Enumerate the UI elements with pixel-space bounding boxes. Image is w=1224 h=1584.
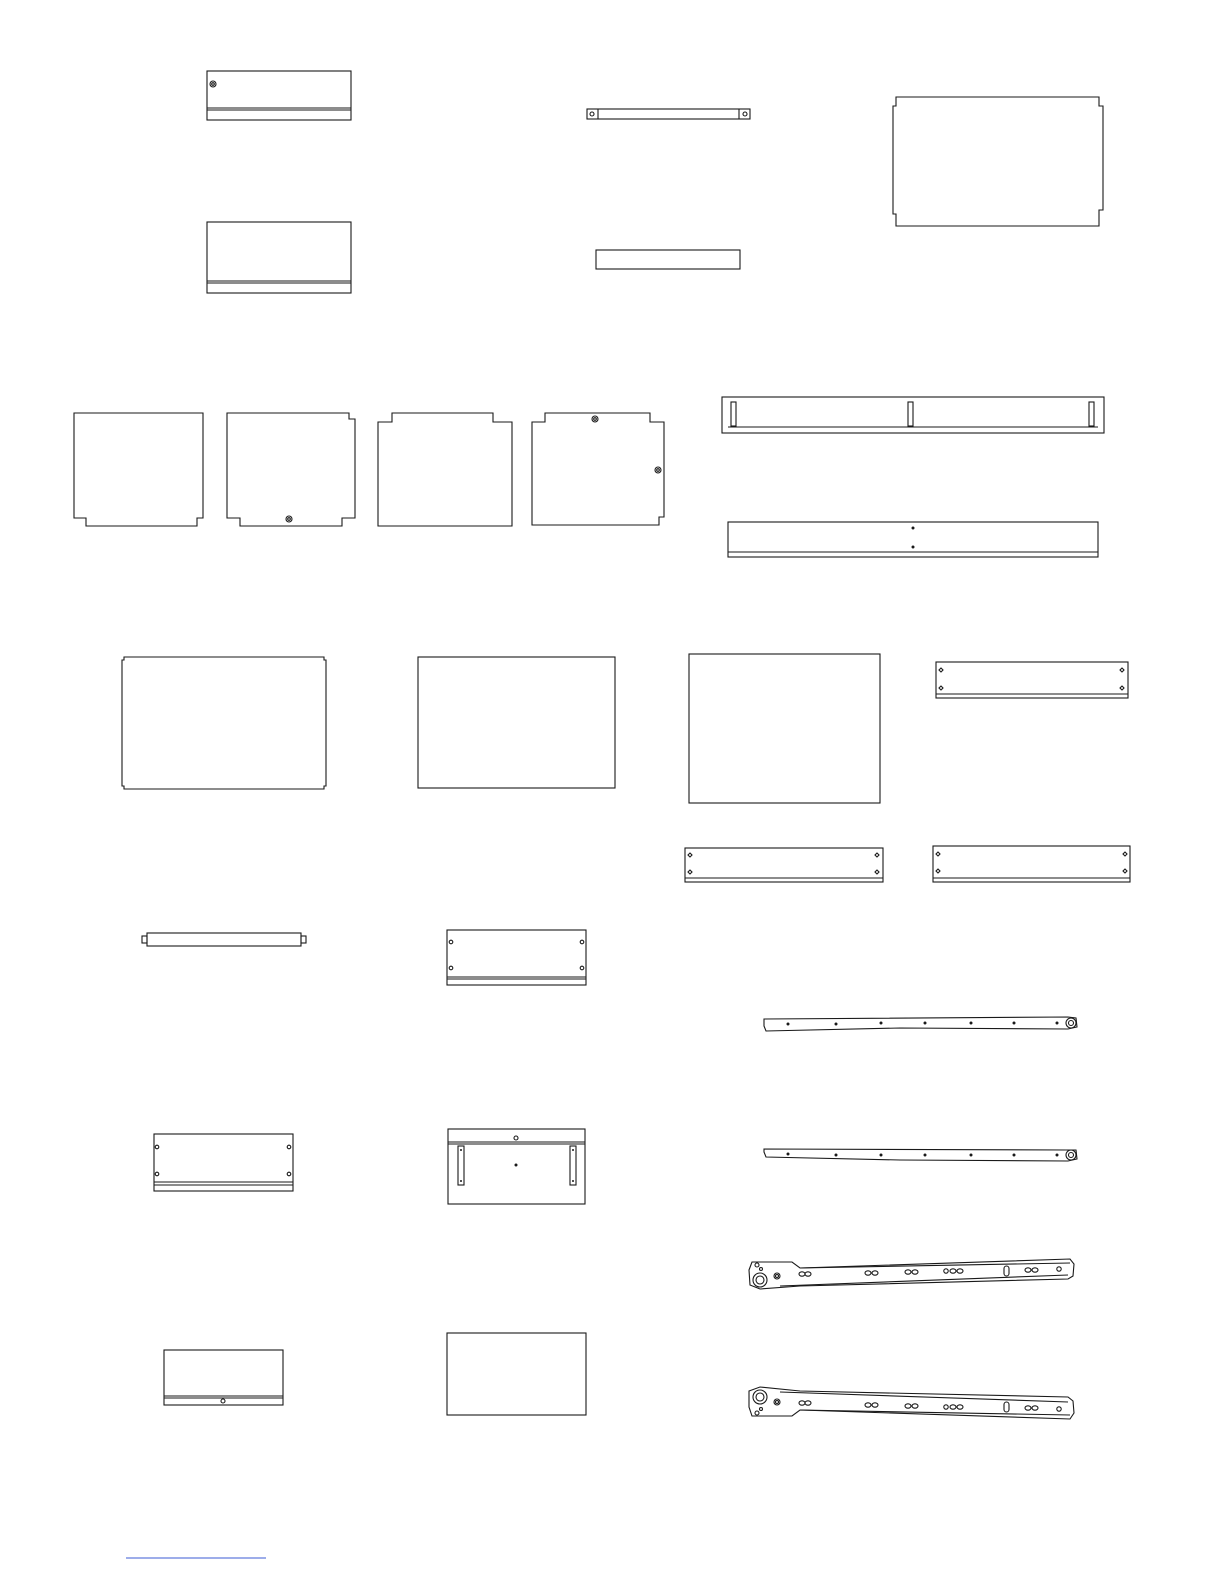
slide-rail-1-holes (787, 1022, 1059, 1026)
thin-board (447, 1333, 586, 1415)
slide-rail-2 (764, 1149, 1077, 1161)
narrow-cleat (596, 250, 740, 269)
drawer-side-3 (933, 846, 1130, 882)
drawer-front-small (164, 1350, 283, 1405)
slide-rail-1 (764, 1017, 1077, 1031)
small-drawer-front-b (207, 222, 351, 293)
top-right-panel (893, 97, 1103, 226)
drawer-side-2 (685, 848, 883, 882)
notched-panel-4 (532, 413, 664, 525)
drawer-side-1 (936, 662, 1128, 698)
drawer-back-lower (154, 1134, 293, 1191)
notched-panel-1 (74, 413, 203, 526)
large-panel-2 (418, 657, 615, 788)
large-panel-3 (689, 654, 880, 803)
notched-panel-3 (378, 413, 512, 526)
dowel-rod (142, 933, 306, 946)
small-drawer-front-a (207, 71, 351, 120)
long-front-rail (728, 522, 1098, 557)
notched-panel-2 (227, 413, 355, 526)
slide-rail-2-holes (787, 1153, 1059, 1157)
slide-runner-2 (749, 1387, 1074, 1419)
rail-with-end-holes (587, 109, 750, 119)
large-panel-1 (122, 657, 326, 789)
long-back-rail (722, 397, 1104, 433)
slide-runner-1 (749, 1259, 1074, 1289)
drawer-bottom-frame (448, 1129, 585, 1204)
drawer-back-small (447, 930, 586, 985)
